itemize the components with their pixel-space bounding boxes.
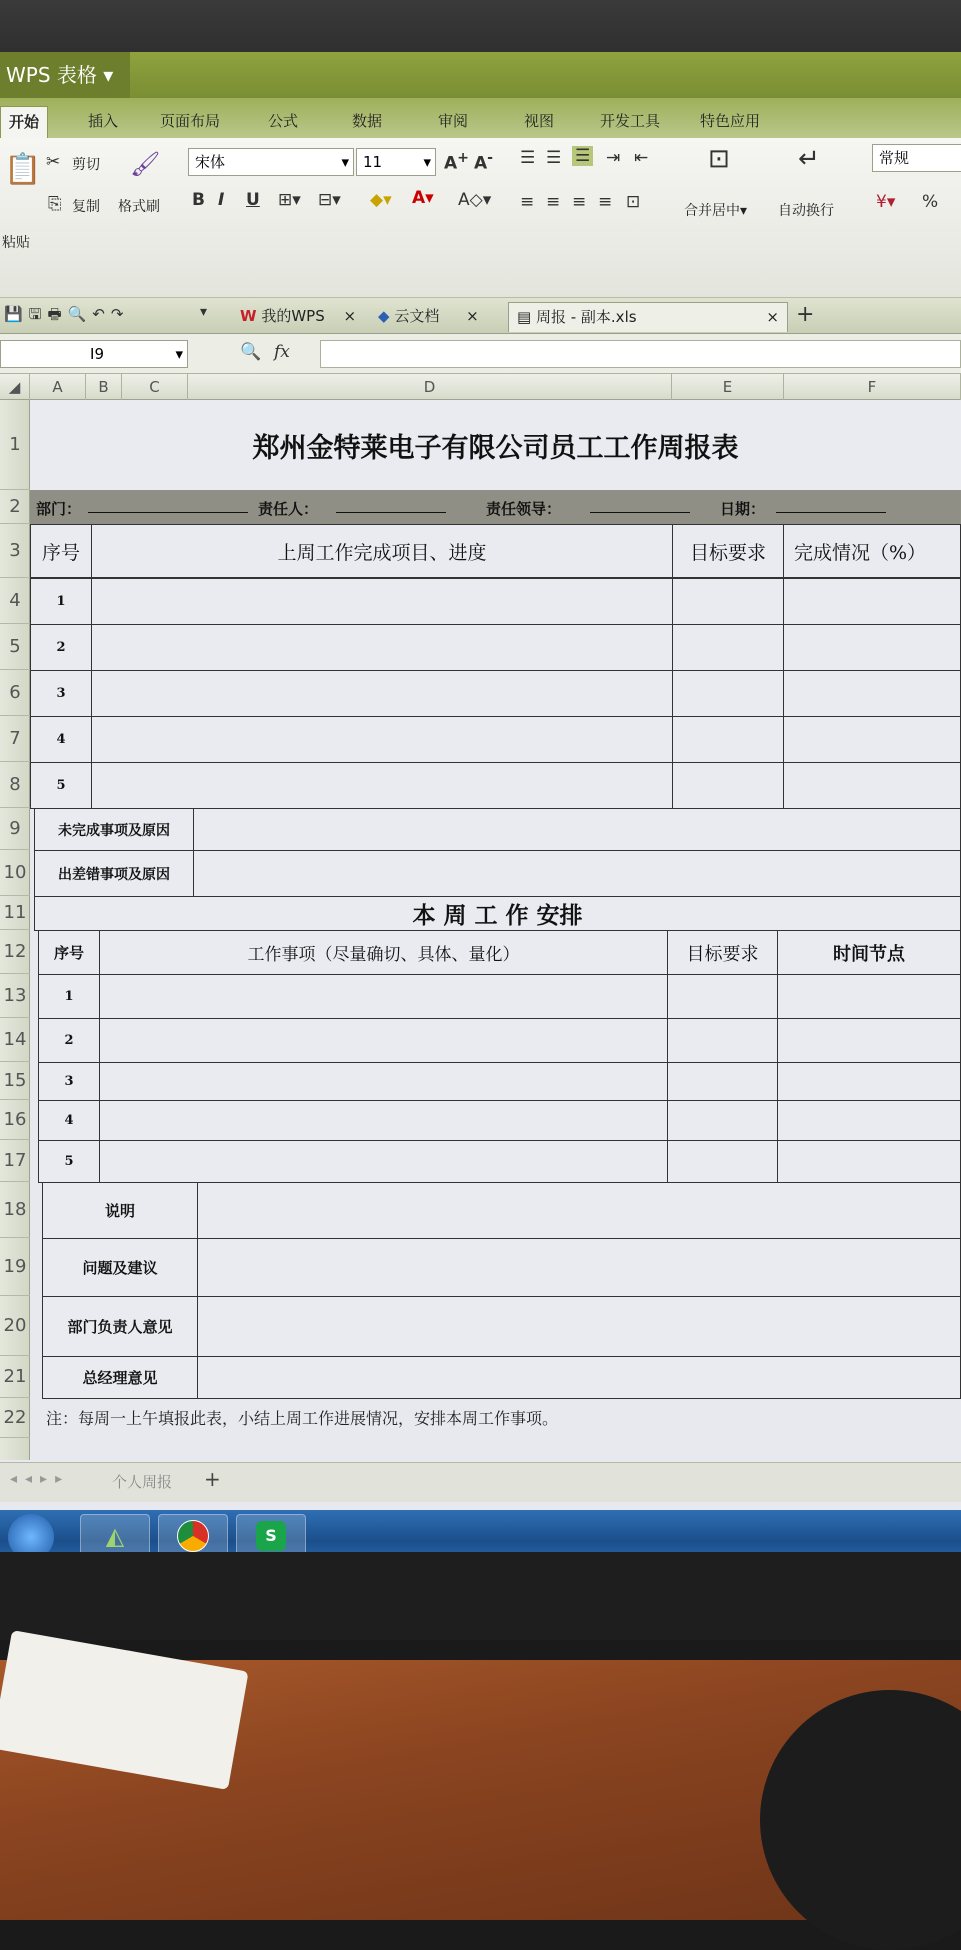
align-left-icon[interactable]: ≡ xyxy=(520,192,535,212)
tab-formulas[interactable]: 公式 xyxy=(268,112,299,130)
errors-input-cell[interactable] xyxy=(193,850,961,897)
leader-underline[interactable] xyxy=(590,512,690,513)
dept-head-input-cell[interactable] xyxy=(197,1296,961,1357)
notes-label[interactable]: 说明 xyxy=(42,1182,198,1239)
col-header-target[interactable]: 目标要求 xyxy=(672,524,784,578)
row-number[interactable]: 2 xyxy=(38,1018,100,1063)
status-cell[interactable] xyxy=(783,670,961,717)
row-header[interactable]: 15 xyxy=(0,1062,30,1100)
row-number[interactable]: 3 xyxy=(30,670,92,717)
this-week-item-cell[interactable] xyxy=(99,1018,668,1063)
font-name-value: 宋体 xyxy=(195,153,226,171)
row-header[interactable]: 13 xyxy=(0,974,30,1018)
chevron-down-icon: ▾ xyxy=(103,63,114,87)
target-cell[interactable] xyxy=(667,1140,778,1183)
cloud-icon: ◆ xyxy=(378,307,390,325)
wrap-text-button[interactable]: 自动换行 xyxy=(778,203,834,219)
last-week-item-cell[interactable] xyxy=(91,762,673,809)
sheet-nav-arrows-icon[interactable]: ◂◂▸▸ xyxy=(10,1471,71,1487)
wps-spreadsheet-icon: S xyxy=(256,1521,286,1551)
merge-center-icon: ⊡ xyxy=(708,144,730,174)
taskbar-app-icon[interactable] xyxy=(80,1514,150,1552)
gm-label[interactable]: 总经理意见 xyxy=(42,1356,198,1399)
doc-tab-report[interactable] xyxy=(508,302,788,332)
column-header-d[interactable]: D xyxy=(188,374,672,400)
quick-access-icons[interactable]: 💾🖫🖶🔍↶↷ xyxy=(4,305,130,323)
this-week-item-cell[interactable] xyxy=(99,974,668,1019)
last-week-item-cell[interactable] xyxy=(91,716,673,763)
target-cell[interactable] xyxy=(672,716,784,763)
chevron-down-icon[interactable]: ▾ xyxy=(200,304,208,320)
doc-tab-my-wps[interactable] xyxy=(232,302,364,332)
chrome-icon xyxy=(177,1520,209,1552)
this-week-item-cell[interactable] xyxy=(99,1062,668,1101)
sheet-tab-bar xyxy=(0,1462,961,1502)
sheet-tab-weekly[interactable]: 个人周报 xyxy=(112,1473,173,1491)
row-number[interactable]: 2 xyxy=(30,624,92,671)
col-header-last-week-item[interactable]: 上周工作完成项目、进度 xyxy=(91,524,673,578)
suggestions-label[interactable]: 问题及建议 xyxy=(42,1238,198,1297)
column-header-e[interactable]: E xyxy=(672,374,784,400)
distribute-icon[interactable]: ⊡ xyxy=(626,192,641,212)
col-header-target[interactable]: 目标要求 xyxy=(667,930,778,975)
taskbar-wps-sheet-icon[interactable] xyxy=(236,1514,306,1552)
taskbar-chrome-icon[interactable] xyxy=(158,1514,228,1552)
paste-button[interactable]: 粘贴 xyxy=(2,235,30,251)
row-number[interactable]: 5 xyxy=(30,762,92,809)
col-header-no[interactable]: 序号 xyxy=(38,930,100,975)
underline-button[interactable]: U xyxy=(246,190,260,210)
row-headers xyxy=(0,400,30,1460)
date-label: 日期： xyxy=(720,500,766,518)
close-icon[interactable]: × xyxy=(766,308,779,326)
row-header[interactable]: 8 xyxy=(0,762,30,808)
unfinished-label[interactable]: 未完成事项及原因 xyxy=(34,808,194,851)
font-color-icon[interactable]: A▾ xyxy=(412,188,434,208)
row-header[interactable]: 11 xyxy=(0,896,30,930)
font-name-select[interactable] xyxy=(188,148,354,176)
border-icon[interactable]: ⊞▾ xyxy=(278,190,301,210)
tab-data[interactable]: 数据 xyxy=(352,112,383,130)
add-sheet-button[interactable]: + xyxy=(204,1467,221,1491)
last-week-item-cell[interactable] xyxy=(91,578,673,625)
align-middle-icon[interactable]: ☰ xyxy=(546,148,562,168)
target-cell[interactable] xyxy=(672,762,784,809)
row-header[interactable]: 9 xyxy=(0,808,30,850)
target-cell[interactable] xyxy=(667,1062,778,1101)
font-size-value: 11 xyxy=(363,153,383,171)
row-header[interactable]: 12 xyxy=(0,930,30,974)
outdent-icon[interactable]: ⇤ xyxy=(634,148,649,168)
row-header[interactable]: 6 xyxy=(0,670,30,716)
row-header[interactable]: 2 xyxy=(0,490,30,524)
ribbon-tabs xyxy=(0,98,961,138)
justify-icon[interactable]: ≡ xyxy=(598,192,613,212)
row-header[interactable]: 5 xyxy=(0,624,30,670)
date-underline[interactable] xyxy=(776,512,886,513)
app-menu-button[interactable] xyxy=(0,52,130,98)
target-cell[interactable] xyxy=(667,974,778,1019)
row-header[interactable]: 21 xyxy=(0,1356,30,1398)
name-box[interactable] xyxy=(0,340,188,368)
time-cell[interactable] xyxy=(777,1100,961,1141)
row-header[interactable]: 20 xyxy=(0,1296,30,1356)
clear-format-icon[interactable]: A◇▾ xyxy=(458,190,492,210)
row-number[interactable]: 4 xyxy=(30,716,92,763)
status-cell[interactable] xyxy=(783,762,961,809)
column-header-f[interactable]: F xyxy=(784,374,961,400)
last-week-item-cell[interactable] xyxy=(91,624,673,671)
align-top-icon[interactable]: ☰ xyxy=(520,148,536,168)
tab-review[interactable]: 审阅 xyxy=(438,112,469,130)
quick-access-bar xyxy=(0,298,961,334)
doc-tab-label: 云文档 xyxy=(394,307,440,325)
row-number[interactable]: 1 xyxy=(30,578,92,625)
shrink-font-icon[interactable]: A- xyxy=(474,150,494,174)
column-header-c[interactable]: C xyxy=(122,374,188,400)
last-week-item-cell[interactable] xyxy=(91,670,673,717)
chevron-down-icon: ▾ xyxy=(423,153,431,171)
align-center-icon[interactable]: ≡ xyxy=(546,192,561,212)
app-title: WPS 表格 xyxy=(6,63,97,87)
row-header[interactable]: 3 xyxy=(0,524,30,578)
cut-button[interactable]: 剪切 xyxy=(72,157,100,173)
time-cell[interactable] xyxy=(777,1140,961,1183)
target-cell[interactable] xyxy=(672,670,784,717)
chevron-down-icon: ▾ xyxy=(341,153,349,171)
row-header[interactable]: 14 xyxy=(0,1018,30,1062)
this-week-item-cell[interactable] xyxy=(99,1100,668,1141)
copy-icon: ⎘ xyxy=(48,194,62,214)
grow-font-icon[interactable]: A+ xyxy=(444,150,470,174)
copy-button[interactable]: 复制 xyxy=(72,199,100,215)
gm-input-cell[interactable] xyxy=(197,1356,961,1399)
zoom-icon[interactable]: 🔍 xyxy=(240,342,262,362)
bold-button[interactable]: B xyxy=(192,190,205,210)
column-header-a[interactable]: A xyxy=(30,374,86,400)
tab-page-layout[interactable]: 页面布局 xyxy=(160,112,221,130)
row-header[interactable]: 10 xyxy=(0,850,30,896)
select-all-corner[interactable]: ◢ xyxy=(0,374,30,400)
format-painter-button[interactable]: 格式刷 xyxy=(118,199,160,215)
status-cell[interactable] xyxy=(783,578,961,625)
row-header[interactable]: 22 xyxy=(0,1398,30,1438)
start-button-icon[interactable] xyxy=(8,1514,54,1552)
formula-bar xyxy=(0,334,961,374)
time-cell[interactable] xyxy=(777,1062,961,1101)
number-format-select[interactable] xyxy=(872,144,961,172)
col-header-this-week-item[interactable]: 工作事项（尽量确切、具体、量化） xyxy=(99,930,668,975)
col-header-status[interactable]: 完成情况（%） xyxy=(783,524,961,578)
taskbar xyxy=(0,1510,961,1552)
tab-special[interactable]: 特色应用 xyxy=(700,112,761,130)
time-cell[interactable] xyxy=(777,974,961,1019)
android-studio-icon: ◭ xyxy=(105,1522,125,1550)
target-cell[interactable] xyxy=(672,624,784,671)
tab-home[interactable]: 开始 xyxy=(0,106,48,138)
row-number[interactable]: 1 xyxy=(38,974,100,1019)
leader-label: 责任领导： xyxy=(486,500,562,518)
row-header[interactable]: 1 xyxy=(0,400,30,490)
time-cell[interactable] xyxy=(777,1018,961,1063)
errors-label[interactable]: 出差错事项及原因 xyxy=(34,850,194,897)
row-header[interactable]: 7 xyxy=(0,716,30,762)
footnote[interactable]: 注：每周一上午填报此表，小结上周工作进展情况，安排本周工作事项。 xyxy=(46,1409,559,1428)
tab-view[interactable]: 视图 xyxy=(524,112,555,130)
align-bottom-icon[interactable]: ☰ xyxy=(572,146,593,166)
target-cell[interactable] xyxy=(667,1100,778,1141)
row-number[interactable]: 3 xyxy=(38,1062,100,1101)
tab-developer[interactable]: 开发工具 xyxy=(600,112,661,130)
add-tab-button[interactable]: + xyxy=(796,302,815,327)
chevron-down-icon: ▾ xyxy=(175,345,183,363)
indent-icon[interactable]: ⇥ xyxy=(606,148,621,168)
title-bar xyxy=(0,52,961,98)
row-header[interactable]: 16 xyxy=(0,1100,30,1140)
row-header[interactable]: 19 xyxy=(0,1238,30,1296)
spreadsheet-icon: ▤ xyxy=(517,308,532,326)
font-size-select[interactable] xyxy=(356,148,436,176)
suggestions-input-cell[interactable] xyxy=(197,1238,961,1297)
status-cell[interactable] xyxy=(783,624,961,671)
number-format-value: 常规 xyxy=(879,149,910,167)
target-cell[interactable] xyxy=(672,578,784,625)
paste-icon: 📋 xyxy=(4,152,42,187)
this-week-item-cell[interactable] xyxy=(99,1140,668,1183)
notes-input-cell[interactable] xyxy=(197,1182,961,1239)
format-painter-icon: 🖌 xyxy=(130,150,161,178)
header-info-row xyxy=(30,490,961,524)
function-button[interactable]: fx xyxy=(274,342,290,362)
screen xyxy=(0,52,961,1552)
col-header-no[interactable]: 序号 xyxy=(30,524,92,578)
merge-center-label: 合并居中 xyxy=(684,203,740,219)
doc-tab-cloud[interactable] xyxy=(370,302,487,332)
owner-label: 责任人： xyxy=(258,500,319,518)
column-header-b[interactable]: B xyxy=(86,374,122,400)
align-right-icon[interactable]: ≡ xyxy=(572,192,587,212)
dept-underline[interactable] xyxy=(88,512,248,513)
wrap-text-icon: ↵ xyxy=(798,144,820,174)
owner-underline[interactable] xyxy=(336,512,446,513)
percent-button[interactable]: % xyxy=(922,192,939,212)
currency-icon[interactable]: ¥▾ xyxy=(876,192,896,212)
column-headers xyxy=(0,374,961,400)
close-icon[interactable]: × xyxy=(343,307,357,325)
dept-label: 部门： xyxy=(36,500,82,518)
scissors-icon: ✂ xyxy=(46,152,61,172)
row-number[interactable]: 4 xyxy=(38,1100,100,1141)
merge-border-icon[interactable]: ⊟▾ xyxy=(318,190,341,210)
merge-center-button[interactable]: 合并居中▾ xyxy=(684,203,748,219)
row-header[interactable]: 4 xyxy=(0,578,30,624)
target-cell[interactable] xyxy=(667,1018,778,1063)
wps-logo-icon: W xyxy=(240,307,257,325)
name-box-value: I9 xyxy=(90,345,104,363)
tab-insert[interactable]: 插入 xyxy=(88,112,119,130)
formula-input[interactable] xyxy=(320,340,961,368)
status-cell[interactable] xyxy=(783,716,961,763)
col-header-time[interactable]: 时间节点 xyxy=(777,930,961,975)
row-header[interactable]: 17 xyxy=(0,1140,30,1182)
doc-tab-label: 我的WPS xyxy=(261,307,325,325)
dept-head-label[interactable]: 部门负责人意见 xyxy=(42,1296,198,1357)
italic-button[interactable]: I xyxy=(218,190,225,210)
close-icon[interactable]: × xyxy=(466,307,479,325)
row-header[interactable]: 18 xyxy=(0,1182,30,1238)
doc-tab-label: 周报 - 副本.xls xyxy=(535,308,637,326)
fill-color-icon[interactable]: ◆▾ xyxy=(370,190,392,210)
sheet-title[interactable]: 郑州金特莱电子有限公司员工工作周报表 xyxy=(30,400,961,490)
ribbon xyxy=(0,138,961,298)
row-number[interactable]: 5 xyxy=(38,1140,100,1183)
this-week-title[interactable]: 本 周 工 作 安排 xyxy=(34,896,961,931)
unfinished-input-cell[interactable] xyxy=(193,808,961,851)
